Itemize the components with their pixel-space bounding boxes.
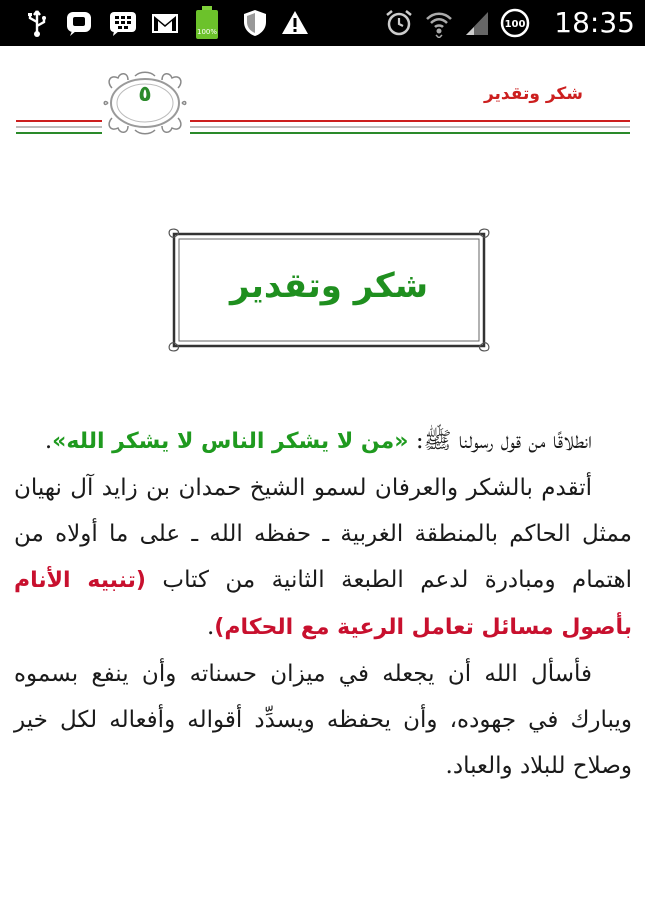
shield-icon: [240, 8, 270, 38]
p1-intro: انطلاقًا من قول رسولنا ﷺ:: [408, 428, 592, 454]
header-rule-red-right: [190, 120, 630, 122]
page-header: [0, 46, 645, 146]
body-text: [14, 418, 632, 789]
usb-icon: [22, 8, 52, 38]
hadith-quote: «من لا يشكر الناس لا يشكر الله»: [52, 429, 409, 454]
battery-100-icon: [500, 8, 530, 38]
page-number: ٥: [138, 82, 152, 107]
header-rule-gray-right: [190, 126, 630, 128]
paragraph-3: فأسأل الله أن يجعله في ميزان حسناته وأن ينفع بسموه ويبارك في جهوده، وأن يحفظه ويسدِّد أقواله وأفعاله لكل خير وصلاح للبلاد والعباد.: [14, 661, 632, 779]
wifi-icon: [424, 8, 454, 38]
warning-icon: [280, 8, 310, 38]
battery-full-icon: [194, 6, 220, 40]
paragraph-1: [14, 418, 632, 465]
p2-end: .: [206, 614, 215, 640]
gmail-icon: [150, 8, 180, 38]
battery-level-label: 100: [504, 19, 526, 30]
book-title: (تنبيه الأنام بأصول مسائل تعامل الرعية مع الحكام): [14, 568, 632, 640]
signal-icon: [462, 8, 492, 38]
p2-intro: أتقدم بالشكر والعرفان لسمو الشيخ حمدان بن زايد آل نهيان ممثل الحاكم بالمنطقة الغربية ـ حفظه الله ـ على ما أولاه من اهتمام ومبادرة لدعم الطبعة الثانية من كتاب: [14, 475, 632, 593]
chapter-title: شكر وتقدير: [229, 266, 429, 306]
status-bar: [0, 0, 645, 46]
p1-end: .: [44, 428, 53, 454]
battery-small-label: 100%: [196, 28, 218, 36]
blackberry-icon: [108, 8, 138, 38]
alarm-icon: [384, 8, 414, 38]
bbm-icon: [64, 8, 94, 38]
clock: 18:35: [554, 6, 635, 39]
header-title: شكر وتقدير: [483, 84, 583, 104]
header-rule-gray-left: [16, 126, 102, 128]
header-rule-green-right: [190, 132, 630, 134]
header-rule-green-left: [16, 132, 102, 134]
header-rule-red-left: [16, 120, 102, 122]
paragraph-2: [14, 465, 632, 651]
